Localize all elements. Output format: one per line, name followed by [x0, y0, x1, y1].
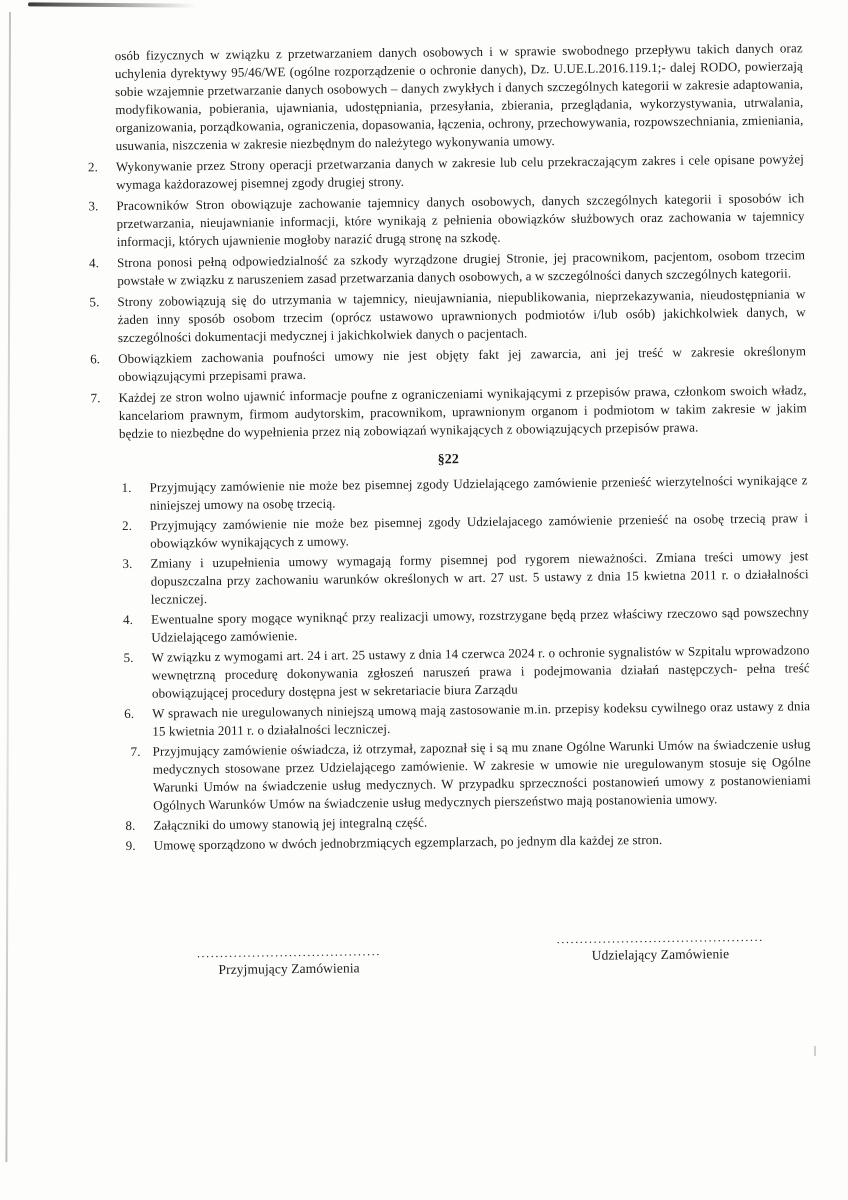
list-item-text: Ewentualne spory mogące wyniknąć przy realizacji umowy, rozstrzygane będą przez właściwy rzeczowo sąd powszechny Udzielającego zamówienie.: [151, 604, 810, 645]
numbered-list-section22: [120, 471, 812, 855]
list-item-text: Zmiany i uzupełnienia umowy wymagają formy pisemnej pod rygorem nieważności. Zmiana treści umowy jest dopuszczalna przy zachowaniu warunków określonych w art. 27 ust. 5 ustawy z dnia 15 kwietna 2011 r. o działalności leczniczej.: [150, 548, 809, 607]
list-item: [88, 342, 806, 386]
list-item-text: W sprawach nie uregulowanych niniejszą umową mają zastosowanie m.in. przepisy kodeksu cywilnego oraz ustawy z dnia 15 kwietnia 2011 r. o działalności leczniczej.: [152, 698, 811, 739]
list-item-number: 3.: [122, 555, 133, 572]
scan-artifact-speck: [814, 1046, 816, 1056]
list-item: [122, 697, 810, 741]
list-item: [123, 735, 812, 815]
list-item: [87, 246, 805, 290]
list-item: [120, 471, 808, 515]
list-item: [120, 509, 808, 553]
scan-artifact-left-edge: [5, 12, 11, 1162]
list-item-text: Przyjmujący zamówienie nie może bez pisemnej zgody Udzielajacego zamówienie przenieść na osobę trzecią praw i obowiązków wynikających z umowy.: [149, 510, 809, 551]
list-item: [87, 285, 806, 347]
scan-artifact-top-edge: [28, 2, 196, 7]
list-item-number: 6.: [124, 705, 135, 722]
list-item-number: 6.: [90, 351, 101, 367]
list-item-number: 8.: [125, 817, 136, 834]
list-item: [121, 641, 810, 703]
list-item-text: Strona ponosi pełną odpowiedzialność za szkody wyrządzone drugiej Stronie, jej pracownikom, pacjentom, osobom trzecim powstałe w związku z naruszeniem zasad przetwarzania danych osobowych, a w szczególności danych szczególnych kategorii.: [116, 247, 806, 289]
list-item-number: 3.: [88, 198, 99, 214]
list-item-number: 4.: [123, 611, 134, 628]
list-item-text: W związku z wymogami art. 24 i art. 25 ustawy z dnia 14 czerwca 2024 r. o ochronie sygnalistów w Szpitalu wprowadzono wewnętrzną procedurę dokonywania zgłoszeń naruszeń prawa i podejmowania działań następczych- pełna treść obowiązującej procedury dostępna jest w sekretariacie biura Zarządu: [151, 642, 810, 701]
list-item: [86, 189, 805, 251]
signature-dotted-line: .............................................: [556, 929, 764, 947]
list-item-number: 7.: [130, 743, 141, 759]
list-item-text: Strony zobowiązują się do utrzymania w tajemnicy, nieujawniania, niepublikowania, nieprzekazywania, nieudostępniania w żaden inny sposób osobom trzecim (oprócz ustawowo uprawnionych podmiotów i/lub osób) jakichkolwiek danych, w szczególności dokumentacji medycznej i jakichkolwiek danych o pacjentach.: [117, 286, 806, 346]
list-item-text: Wykonywanie przez Strony operacji przetwarzania danych w zakresie lub celu przekraczającym zakres i cele opisane powyżej wymaga każdorazowej pisemnej zgody drugiej strony.: [115, 151, 805, 193]
list-item-text: Obowiązkiem zachowania poufności umowy nie jest objęty fakt jej zawarcia, ani jej treść w zakresie określonym obowiązującymi przepisami prawa.: [118, 343, 807, 385]
list-item-text: Pracowników Stron obowiązuje zachowanie tajemnicy danych osobowych, danych szczególnych kategorii i sposobów ich przetwarzania, nieujawnianie informacji, które wynikają z pełnienia obowiązków służbowych oraz zachowania w tajemnicy informacji, których ujawnienie mogłoby narazić drugą stronę na szkodę.: [116, 190, 805, 250]
list-item: [120, 547, 809, 609]
list-item-number: 7.: [90, 390, 101, 406]
list-item-number: 5.: [89, 294, 100, 310]
list-item: [88, 381, 807, 443]
list-item-number: 2.: [87, 159, 99, 175]
list-item-number: 9.: [125, 837, 136, 854]
list-item-text: Umowę sporządzono w dwóch jednobrzmiących egzemplarzach, po jednym dla każdej ze stron.: [153, 831, 663, 853]
document-content: [85, 39, 814, 1007]
section-heading-22: §22: [437, 452, 460, 468]
list-item-text: Przyjmujący zamówienie oświadcza, iż otrzymał, zapoznał się i są mu znane Ogólne Warunki Umów na świadczenie usług medycznych stosowane przez Udzielającego zamówienie. W zakresie w umowie nie uregulowanym stosuje się Ogólne Warunki Umów na świadczenie usług medycznych. W przypadku sprzeczności postanowień umowy z postanowieniami Ogólnych Warunków Umów na świadczenie usług medycznych pierszeństwo mają postanowienia umowy.: [152, 736, 812, 813]
list-item: [121, 603, 809, 647]
signature-label: Przyjmujący Zamówienia: [218, 960, 360, 977]
list-item-number: 2.: [121, 517, 133, 534]
signature-block-contractor: [197, 946, 381, 979]
list-item-number: 1.: [121, 479, 132, 496]
signature-label: Udzielający Zamówienie: [591, 946, 730, 963]
numbered-list-section21: [86, 150, 807, 443]
list-item-text: Załączniki do umowy stanowią jej integralną część.: [153, 814, 428, 833]
list-item-text: Przyjmujący zamówienie nie może bez pisemnej zgody Udzielającego zamówienie przenieść wierzytelności wynikające z niniejszej umowy na osobę trzecią.: [149, 472, 808, 513]
clause-continuation-paragraph: osób fizycznych w związku z przetwarzaniem danych osobowych i w sprawie swobodnego przepływu takich danych oraz uchylenia dyrektywy 95/46/WE (ogólne rozporządzenie o ochronie danych), Dz. U.UE.L.2016.119.1;- dalej RODO, powierzają sobie wzajemnie przetwarzanie danych osobowych – danych zwykłych i danych szczególnych kategorii w zakresie adaptowania, modyfikowania, pobierania, ujawniania, udostępniania, przesyłania, zbierania, przeglądania, wykorzystywania, utrwalania, organizowania, porządkowania, ograniczenia, dopasowania, łączenia, ochrony, przechowywania, rozpowszechniania, zmieniania, usuwania, niszczenia w zakresie niezbędnym do należytego wykonywania umowy.: [114, 40, 804, 154]
signature-row: [95, 929, 814, 1007]
signature-dotted-line: ........................................: [196, 944, 381, 961]
list-item-text: Każdej ze stron wolno ujawnić informacje poufne z ograniczeniami wynikającymi z przepisów prawa, członkom swoich władz, kancelariom prawnym, firmom audytorskim, pracownikom, uprawnionym organom i podmiotom w takim zakresie w jakim będzie to niezbędne do wypełnienia przez nią zobowiązań wynikających z obowiązujących przepisów prawa.: [118, 382, 807, 442]
list-item: [86, 150, 804, 194]
list-item-number: 5.: [123, 649, 134, 666]
signature-block-principal: [556, 929, 764, 965]
list-item-number: 4.: [88, 255, 100, 271]
